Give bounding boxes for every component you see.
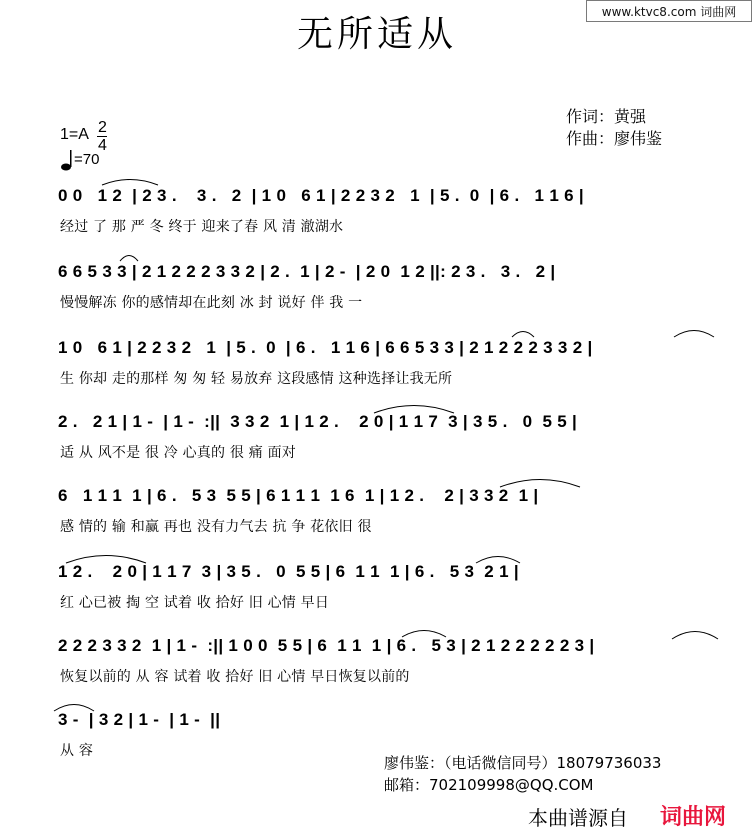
- composer-credit: 作曲：廖伟鉴: [566, 129, 663, 148]
- notation-line: 1 2 . 2 0 | 1 1 7 3 | 3 5 . 0 5 5 | 6 1 1 1 | 6 . 5 3 2 1 |: [58, 562, 519, 581]
- notation-line: 2 2 2 3 3 2 1 | 1 - :|| 1 0 0 5 5 | 6 1 1 1 | 6 . 5 3 | 2 1 2 2 2 2 2 3 |: [58, 636, 595, 655]
- lyric-line: 经过 了 那 严 冬 终于 迎来了春 风 清 澈湖水: [60, 219, 344, 235]
- notation-line: 3 - | 3 2 | 1 - | 1 - ||: [58, 710, 221, 729]
- slur-mark: [670, 626, 720, 640]
- site-url-box[interactable]: www.ktvc8.com 词曲网: [586, 0, 752, 22]
- song-title: 无所适从: [296, 14, 457, 55]
- time-signature-top: 2: [98, 119, 107, 136]
- key-signature: 1=A: [60, 126, 89, 143]
- tempo-marking: =70: [74, 151, 100, 168]
- lyric-line: 从 容: [60, 743, 94, 759]
- contact-email[interactable]: 邮箱：702109998@QQ.COM: [384, 776, 594, 794]
- notation-line: 0 0 1 2 | 2 3 . 3 . 2 | 1 0 6 1 | 2 2 3 2 1 | 5 . 0 | 6 . 1 1 6 |: [58, 186, 584, 205]
- slur-mark: [400, 626, 448, 638]
- lyric-line: 红 心已被 掏 空 试着 收 拾好 旧 心情 早日: [60, 595, 330, 611]
- notation-line: 6 1 1 1 1 | 6 . 5 3 5 5 | 6 1 1 1 1 6 1 | 1 2 . 2 | 3 3 2 1 |: [58, 486, 539, 505]
- lyricist-credit: 作词：黄强: [566, 107, 647, 126]
- source-site-link[interactable]: 词曲网: [660, 805, 727, 830]
- slur-mark: [498, 476, 582, 488]
- time-signature-bottom: 4: [98, 137, 107, 154]
- notation-line: 2 . 2 1 | 1 - | 1 - :|| 3 3 2 1 | 1 2 . 2 0 | 1 1 7 3 | 3 5 . 0 5 5 |: [58, 412, 578, 431]
- source-label: 本曲谱源自: [528, 806, 628, 830]
- lyric-line: 慢慢解冻 你的感情却在此刻 冰 封 说好 伴 我 一: [60, 295, 363, 311]
- slur-mark: [118, 252, 140, 262]
- notation-line: 6 6 5 3 3 | 2 1 2 2 2 3 3 2 | 2 . 1 | 2 - | 2 0 1 2 ||: 2 3 . 3 . 2 |: [58, 262, 556, 281]
- slur-mark: [372, 402, 456, 414]
- notation-line: 1 0 6 1 | 2 2 3 2 1 | 5 . 0 | 6 . 1 1 6 | 6 6 5 3 3 | 2 1 2 2 2 3 3 2 |: [58, 338, 593, 357]
- slur-mark: [100, 176, 160, 186]
- slur-mark: [510, 328, 536, 338]
- slur-mark: [474, 552, 522, 564]
- lyric-line: 适 从 风不是 很 冷 心真的 很 痛 面对: [60, 445, 297, 461]
- slur-mark: [672, 326, 716, 338]
- lyric-line: 感 情的 输 和赢 再也 没有力气去 抗 争 花依旧 很: [60, 519, 372, 535]
- lyric-line: 生 你却 走的那样 匆 匆 轻 易放弃 这段感情 这种选择让我无所: [60, 371, 453, 387]
- slur-mark: [52, 700, 96, 712]
- lyric-line: 恢复以前的 从 容 试着 收 拾好 旧 心情 早日恢复以前的: [60, 669, 410, 685]
- slur-mark: [64, 552, 148, 564]
- contact-phone: 廖伟鉴：（电话微信同号）18079736033: [384, 754, 662, 772]
